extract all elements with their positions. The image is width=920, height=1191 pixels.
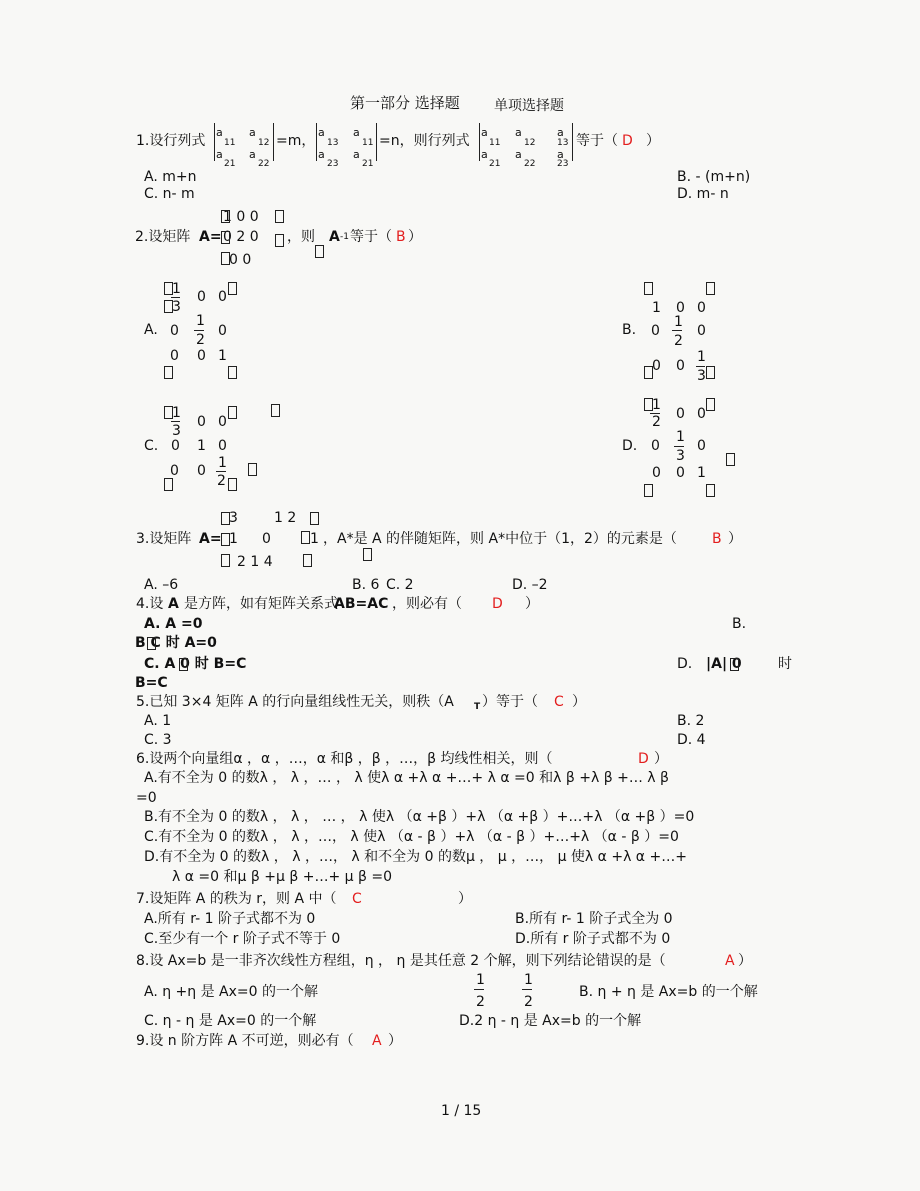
matrix-cell: 0 [170, 323, 179, 339]
q7-option-b: B.所有 r- 1 阶子式全为 0 [515, 911, 673, 927]
fraction-bar [194, 330, 204, 331]
q8-close: ） [738, 953, 752, 969]
matrix-cell: 2 [674, 333, 683, 349]
symbol-glyph [179, 658, 188, 671]
bracket-glyph [221, 554, 230, 567]
det3-cell: 22 [524, 159, 536, 169]
bracket-glyph [706, 366, 715, 379]
q4-close: ） [525, 596, 539, 612]
q1-tail: 等于（ [576, 133, 618, 149]
matrix-cell: 0 [676, 300, 685, 316]
q3-matrix-cell: 2 1 4 [237, 554, 273, 570]
q5-option-d: D. 4 [677, 732, 706, 748]
q2-matrix-row-2: 0 2 0 [223, 229, 259, 245]
matrix-cell: 0 [651, 438, 660, 454]
q2-option-c-label: C. [144, 438, 159, 454]
matrix-cell: 0 [676, 358, 685, 374]
fraction-denominator: 2 [476, 994, 485, 1010]
q8-option-d: D.2 η - η 是 Ax=b 的一个解 [459, 1013, 642, 1029]
bracket-glyph [228, 478, 237, 491]
q7-option-c: C.至少有一个 r 阶子式不等于 0 [144, 931, 341, 947]
q4-answer: D [492, 596, 503, 612]
q2-matrix-label: A= [199, 229, 222, 245]
fraction-numerator: 1 [524, 972, 533, 988]
section-subtitle: 单项选择题 [494, 98, 564, 114]
q3-matrix-cell: 0 [262, 531, 271, 547]
det2-cell: 21 [362, 159, 374, 169]
bracket-glyph [248, 463, 257, 476]
q2-mid: ，则 [287, 229, 315, 245]
q8-stem: 8.设 Ax=b 是一非齐次线性方程组，η ， η 是其任意 2 个解，则下列结论错误的是（ [136, 953, 666, 969]
det3-cell: a [557, 148, 564, 161]
q6-option-d: D.有不全为 0 的数λ ， λ ，…， λ 和不全为 0 的数μ ， μ ，…， μ 使λ α +λ α +…+ [144, 849, 687, 865]
q1-option-b: B. - (m+n) [677, 169, 751, 185]
q1-eq-m: =m， [276, 133, 316, 149]
fraction-bar [171, 297, 180, 298]
q5-stem: 5.已知 3×4 矩阵 A 的行向量组线性无关，则秩（A [136, 694, 454, 710]
q7-option-d: D.所有 r 阶子式都不为 0 [515, 931, 671, 947]
det2-cell: a [318, 148, 325, 161]
matrix-cell: 1 [676, 429, 685, 445]
q2-inv-sup: -1 [340, 232, 349, 242]
q3-answer: B [712, 531, 722, 547]
q1-option-c: C. n- m [144, 186, 195, 202]
bracket-glyph [228, 366, 237, 379]
q2-inv-label: A [329, 229, 340, 245]
q4-option-c: C. A 0 时 B=C [144, 656, 247, 672]
q4-option-b: B. [732, 616, 747, 632]
matrix-cell: 1 [652, 300, 661, 316]
matrix-cell: 0 [676, 406, 685, 422]
matrix-cell: 1 [218, 348, 227, 364]
q3-option-b: B. 6 [352, 577, 380, 593]
det2-cell: 13 [327, 138, 339, 148]
matrix-cell: 3 [676, 448, 685, 464]
matrix-cell: 2 [217, 473, 226, 489]
fraction-bar [216, 471, 226, 472]
q5-option-b: B. 2 [677, 713, 705, 729]
matrix-cell: 0 [652, 358, 661, 374]
q6-answer: D [638, 751, 649, 767]
matrix-cell: 0 [197, 414, 206, 430]
fraction-bar [696, 366, 705, 367]
matrix-cell: 0 [697, 323, 706, 339]
matrix-cell: 3 [172, 299, 181, 315]
q5-option-c: C. 3 [144, 732, 172, 748]
matrix-cell: 2 [196, 332, 205, 348]
bracket-glyph [644, 484, 653, 497]
matrix-cell: 0 [197, 463, 206, 479]
fraction-bar [522, 989, 532, 990]
q4-stem-mid: 是方阵，如有矩阵关系式 [184, 596, 338, 612]
q3-option-a: A. –6 [144, 577, 179, 593]
matrix-cell: 0 [170, 463, 179, 479]
det3-cell: a [515, 148, 522, 161]
q2-answer: B [396, 229, 406, 245]
det3-cell: 13 [557, 138, 569, 148]
q7-option-a: A.所有 r- 1 阶子式都不为 0 [144, 911, 316, 927]
q4-option-a: A. A =0 [144, 616, 203, 632]
q4-option-b-line2: B C 时 A=0 [135, 635, 217, 651]
det3-cell: 21 [489, 159, 501, 169]
bracket-glyph [271, 404, 280, 417]
det2-cell: 23 [327, 159, 339, 169]
bracket-glyph [644, 282, 653, 295]
q6-stem: 6.设两个向量组α ，α ，…，α 和β ，β ，…，β 均线性相关，则（ [136, 751, 553, 767]
symbol-glyph [730, 658, 739, 671]
matrix-cell: 3 [172, 423, 181, 439]
matrix-cell: 3 [697, 368, 706, 384]
matrix-cell: 0 [218, 323, 227, 339]
det1-cell: a [216, 148, 223, 161]
q3-option-d: D. –2 [512, 577, 548, 593]
det3-cell: a [481, 126, 488, 139]
q5-close: ） [572, 694, 586, 710]
bracket-glyph [706, 484, 715, 497]
fraction-bar [674, 446, 684, 447]
bracket-glyph [303, 554, 312, 567]
q2-option-d-label: D. [622, 438, 638, 454]
bracket-glyph [726, 453, 735, 466]
matrix-cell: 0 [197, 348, 206, 364]
matrix-cell: 0 [697, 300, 706, 316]
matrix-cell: 1 [697, 465, 706, 481]
matrix-cell: 1 [652, 397, 661, 413]
det3-cell: a [515, 126, 522, 139]
bracket-glyph [164, 366, 173, 379]
matrix-cell: 1 [197, 438, 206, 454]
q5-answer: C [554, 694, 564, 710]
matrix-cell: 1 [172, 405, 181, 421]
q2-matrix-row-1: 1 0 0 [223, 209, 259, 225]
bracket-glyph [315, 245, 324, 258]
bracket-glyph [164, 478, 173, 491]
matrix-cell: 0 [697, 406, 706, 422]
det3-cell: 11 [489, 138, 501, 148]
q9-close: ） [388, 1033, 402, 1049]
det3-cell: a [481, 148, 488, 161]
q4-stem-pre: 4.设 [136, 596, 164, 612]
q2-stem: 2.设矩阵 [135, 229, 191, 245]
matrix-cell: 0 [171, 438, 180, 454]
q7-close: ） [458, 891, 472, 907]
section-title: 第一部分 选择题 [350, 94, 460, 112]
bracket-glyph [310, 512, 319, 525]
det3-cell: 12 [524, 138, 536, 148]
det2-cell: a [318, 126, 325, 139]
bracket-glyph [275, 234, 284, 247]
q7-answer: C [352, 891, 362, 907]
q2-tail: 等于（ [350, 229, 392, 245]
det3-cell: a [557, 126, 564, 139]
q4-rel: AB=AC [334, 596, 389, 612]
bracket-glyph [706, 398, 715, 411]
matrix-cell: 1 [196, 313, 205, 329]
q6-option-b: B.有不全为 0 的数λ ， λ ， … ， λ 使λ （α +β ）+λ （α +β ）+…+λ （α +β ）=0 [144, 809, 695, 825]
q6-option-c: C.有不全为 0 的数λ ， λ ，…， λ 使λ （α - β ）+λ （α - β ）+…+λ （α - β ）=0 [144, 829, 679, 845]
matrix-cell: 1 [172, 281, 181, 297]
q1-stem: 1.设行列式 [136, 133, 206, 149]
bracket-glyph [228, 282, 237, 295]
q2-close: ） [408, 229, 422, 245]
q9-answer: A [372, 1033, 382, 1049]
matrix-cell: 0 [197, 289, 206, 305]
q5-sup: T [474, 702, 481, 712]
q3-matrix-cell: 1 [229, 531, 238, 547]
q6-option-a: A.有不全为 0 的数λ ， λ ，… ， λ 使λ α +λ α +…+ λ α =0 和λ β +λ β +… λ β [144, 770, 669, 786]
q4-stem-post: ，则必有（ [392, 596, 462, 612]
det1-cell: a [249, 126, 256, 139]
det3-left-bar [479, 123, 480, 161]
bracket-glyph [301, 531, 310, 544]
det2-cell: a [353, 148, 360, 161]
det1-cell: a [216, 126, 223, 139]
bracket-glyph [228, 406, 237, 419]
q6-close: ） [654, 751, 668, 767]
det1-right-bar [273, 123, 274, 161]
matrix-cell: 0 [697, 438, 706, 454]
q4-option-d-post: 时 [778, 656, 792, 672]
matrix-cell: 0 [218, 438, 227, 454]
q5-tail: ）等于（ [482, 694, 538, 710]
bracket-glyph [221, 231, 230, 244]
q8-option-b: B. η + η 是 Ax=b 的一个解 [579, 984, 758, 1000]
q8-option-a: A. η +η 是 Ax=0 的一个解 [144, 984, 319, 1000]
matrix-cell: 1 [674, 314, 683, 330]
bracket-glyph [706, 282, 715, 295]
q1-option-a: A. m+n [144, 169, 197, 185]
q3-matrix-cell: 3 [229, 510, 238, 526]
q2-option-a-label: A. [144, 322, 158, 338]
det2-cell: 11 [362, 138, 374, 148]
matrix-cell: 0 [652, 465, 661, 481]
q1-eq-n: =n，则行列式 [379, 133, 470, 149]
q1-option-d: D. m- n [677, 186, 729, 202]
q6-option-d-line2: λ α =0 和μ β +μ β +…+ μ β =0 [172, 869, 393, 885]
matrix-cell: 2 [652, 414, 661, 430]
q3-star-text: ，A*是 A 的伴随矩阵，则 A*中位于（1，2）的元素是（ [323, 531, 677, 547]
q3-stem: 3.设矩阵 [136, 531, 192, 547]
fraction-numerator: 1 [476, 972, 485, 988]
symbol-glyph [147, 637, 156, 650]
bracket-glyph [275, 210, 284, 223]
q6-option-a-line2: =0 [136, 790, 157, 806]
q8-option-c: C. η - η 是 Ax=0 的一个解 [144, 1013, 317, 1029]
matrix-cell: 0 [218, 289, 227, 305]
q1-close: ） [646, 133, 660, 149]
q2-matrix-row-3: 0 0 [229, 252, 252, 268]
det3-right-bar [572, 123, 573, 161]
bracket-glyph [221, 210, 230, 223]
det2-cell: a [353, 126, 360, 139]
bracket-glyph [363, 548, 372, 561]
matrix-cell: 1 [218, 455, 227, 471]
q3-matrix-cell: 1 2 [274, 510, 297, 526]
q8-answer: A [725, 953, 735, 969]
matrix-cell: 1 [697, 349, 706, 365]
q3-option-c: C. 2 [386, 577, 414, 593]
matrix-cell: 0 [676, 465, 685, 481]
matrix-cell: 0 [170, 348, 179, 364]
det1-cell: 21 [224, 159, 236, 169]
q3-matrix-label: A= [199, 531, 222, 547]
q3-matrix-cell: 1 [310, 531, 319, 547]
q4-a: A [168, 596, 179, 612]
det1-cell: 11 [224, 138, 236, 148]
q4-option-d-line2: B=C [135, 675, 168, 691]
det1-left-bar [214, 123, 215, 161]
q9-stem: 9.设 n 阶方阵 A 不可逆，则必有（ [136, 1033, 354, 1049]
det2-right-bar [376, 123, 377, 161]
fraction-bar [672, 330, 682, 331]
det1-cell: 22 [258, 159, 270, 169]
matrix-cell: 0 [218, 414, 227, 430]
q3-close: ） [728, 531, 742, 547]
q4-option-d-mid: |A| 0 [706, 656, 742, 672]
fraction-denominator: 2 [524, 994, 533, 1010]
q2-option-b-label: B. [622, 322, 637, 338]
det1-cell: a [249, 148, 256, 161]
q1-answer: D [622, 133, 633, 149]
bracket-glyph [221, 252, 230, 265]
matrix-cell: 0 [651, 323, 660, 339]
q7-stem: 7.设矩阵 A 的秩为 r，则 A 中（ [136, 891, 337, 907]
fraction-bar [474, 989, 484, 990]
det2-left-bar [316, 123, 317, 161]
q5-option-a: A. 1 [144, 713, 172, 729]
det3-cell: 23 [557, 159, 569, 169]
q4-option-d: D. [677, 656, 693, 672]
fraction-bar [171, 421, 180, 422]
page-number: 1 / 15 [441, 1103, 482, 1119]
det1-cell: 12 [258, 138, 270, 148]
